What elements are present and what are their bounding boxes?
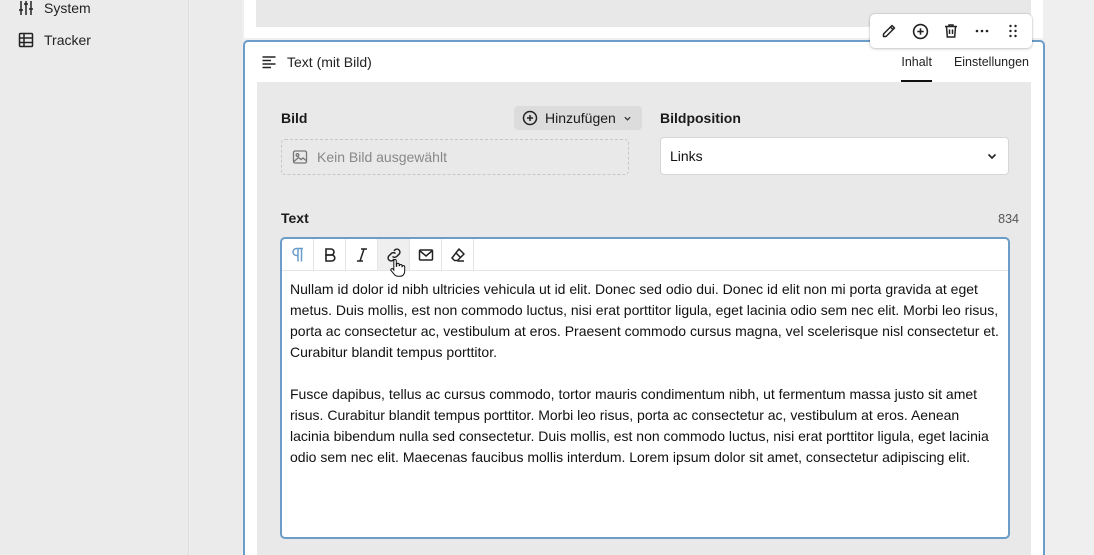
sliders-icon xyxy=(18,0,34,16)
sidebar-item-system[interactable] xyxy=(18,0,91,16)
image-icon xyxy=(292,149,308,165)
text-image-block[interactable] xyxy=(243,40,1045,555)
editor-content[interactable] xyxy=(282,271,1008,468)
more-button[interactable] xyxy=(968,17,996,45)
position-field-label: Bildposition xyxy=(660,110,741,126)
bold-button[interactable] xyxy=(314,239,346,270)
email-icon xyxy=(418,247,434,263)
more-icon xyxy=(974,23,990,39)
image-placeholder[interactable] xyxy=(281,139,629,175)
bold-icon xyxy=(323,247,337,263)
image-field-label: Bild xyxy=(281,110,308,126)
add-button[interactable] xyxy=(906,17,934,45)
delete-button[interactable] xyxy=(937,17,965,45)
drag-handle[interactable] xyxy=(999,17,1027,45)
text-paragraph: Nullam id dolor id nibh ultricies vehicula ut id elit. Donec sed odio dui. Donec id elit non mi porta gravida at eget metus. Duis mollis, est non commodo luctus, nisi erat porttitor ligula, eget lacinia odio sem nec elit. Morbi leo risus, porta ac consectetur ac, vestibulum at eros. Praesent commodo cursus magna, vel scelerisque nisl consectetur et. Curabitur blandit tempus porttitor. xyxy=(290,281,999,360)
block-content-area xyxy=(257,82,1031,555)
tab-einstellungen[interactable]: Einstellungen xyxy=(953,55,1029,69)
image-placeholder-text: Kein Bild ausgewählt xyxy=(317,149,447,165)
drag-handle-icon xyxy=(1005,23,1021,39)
italic-icon xyxy=(355,247,369,263)
email-button[interactable] xyxy=(410,239,442,270)
text-field-label: Text xyxy=(281,210,309,226)
text-editor[interactable] xyxy=(280,237,1010,539)
block-header xyxy=(245,42,1043,82)
block-title-text: Text (mit Bild) xyxy=(287,54,372,70)
tab-inhalt[interactable]: Inhalt xyxy=(901,55,932,82)
sidebar-item-tracker[interactable] xyxy=(18,32,91,48)
clear-format-icon xyxy=(450,247,466,263)
block-tabs xyxy=(901,55,1029,82)
hand-cursor-icon xyxy=(390,258,406,278)
add-image-button[interactable] xyxy=(514,106,642,130)
sidebar xyxy=(0,0,189,555)
paragraph-button[interactable] xyxy=(282,239,314,270)
sidebar-item-label: Tracker xyxy=(44,32,91,48)
delete-icon xyxy=(943,23,959,39)
block-toolbar xyxy=(870,14,1032,48)
edit-button[interactable] xyxy=(875,17,903,45)
text-paragraph: Fusce dapibus, tellus ac cursus commodo, tortor mauris condimentum nibh, ut fermentum massa justo sit amet risus. Curabitur blandit tempus porttitor. Morbi leo risus, porta ac consectetur ac, vestibulum at eros. Aenean lacinia bibendum nulla sed consectetur. Duis mollis, est non commodo luctus, nisi erat porttitor ligula, eget lacinia odio sem nec elit. Maecenas faucibus mollis interdum. Lorem ipsum dolor sit amet, consectetur adipiscing elit. xyxy=(290,386,989,465)
content-gutter xyxy=(190,0,242,555)
add-image-label: Hinzufügen xyxy=(545,110,616,126)
chevron-down-icon xyxy=(623,114,632,123)
add-icon xyxy=(912,23,929,40)
block-title xyxy=(261,54,372,70)
clear-format-button[interactable] xyxy=(442,239,474,270)
image-position-value: Links xyxy=(670,148,703,164)
image-position-select[interactable] xyxy=(660,137,1009,175)
sidebar-item-label: System xyxy=(44,0,91,16)
table-icon xyxy=(18,32,34,48)
edit-icon xyxy=(881,23,897,39)
paragraph-icon xyxy=(291,247,305,263)
chevron-down-icon xyxy=(986,150,998,162)
add-circle-icon xyxy=(522,110,538,126)
paragraph-lines-icon xyxy=(261,54,277,70)
character-counter: 834 xyxy=(998,212,1019,226)
italic-button[interactable] xyxy=(346,239,378,270)
